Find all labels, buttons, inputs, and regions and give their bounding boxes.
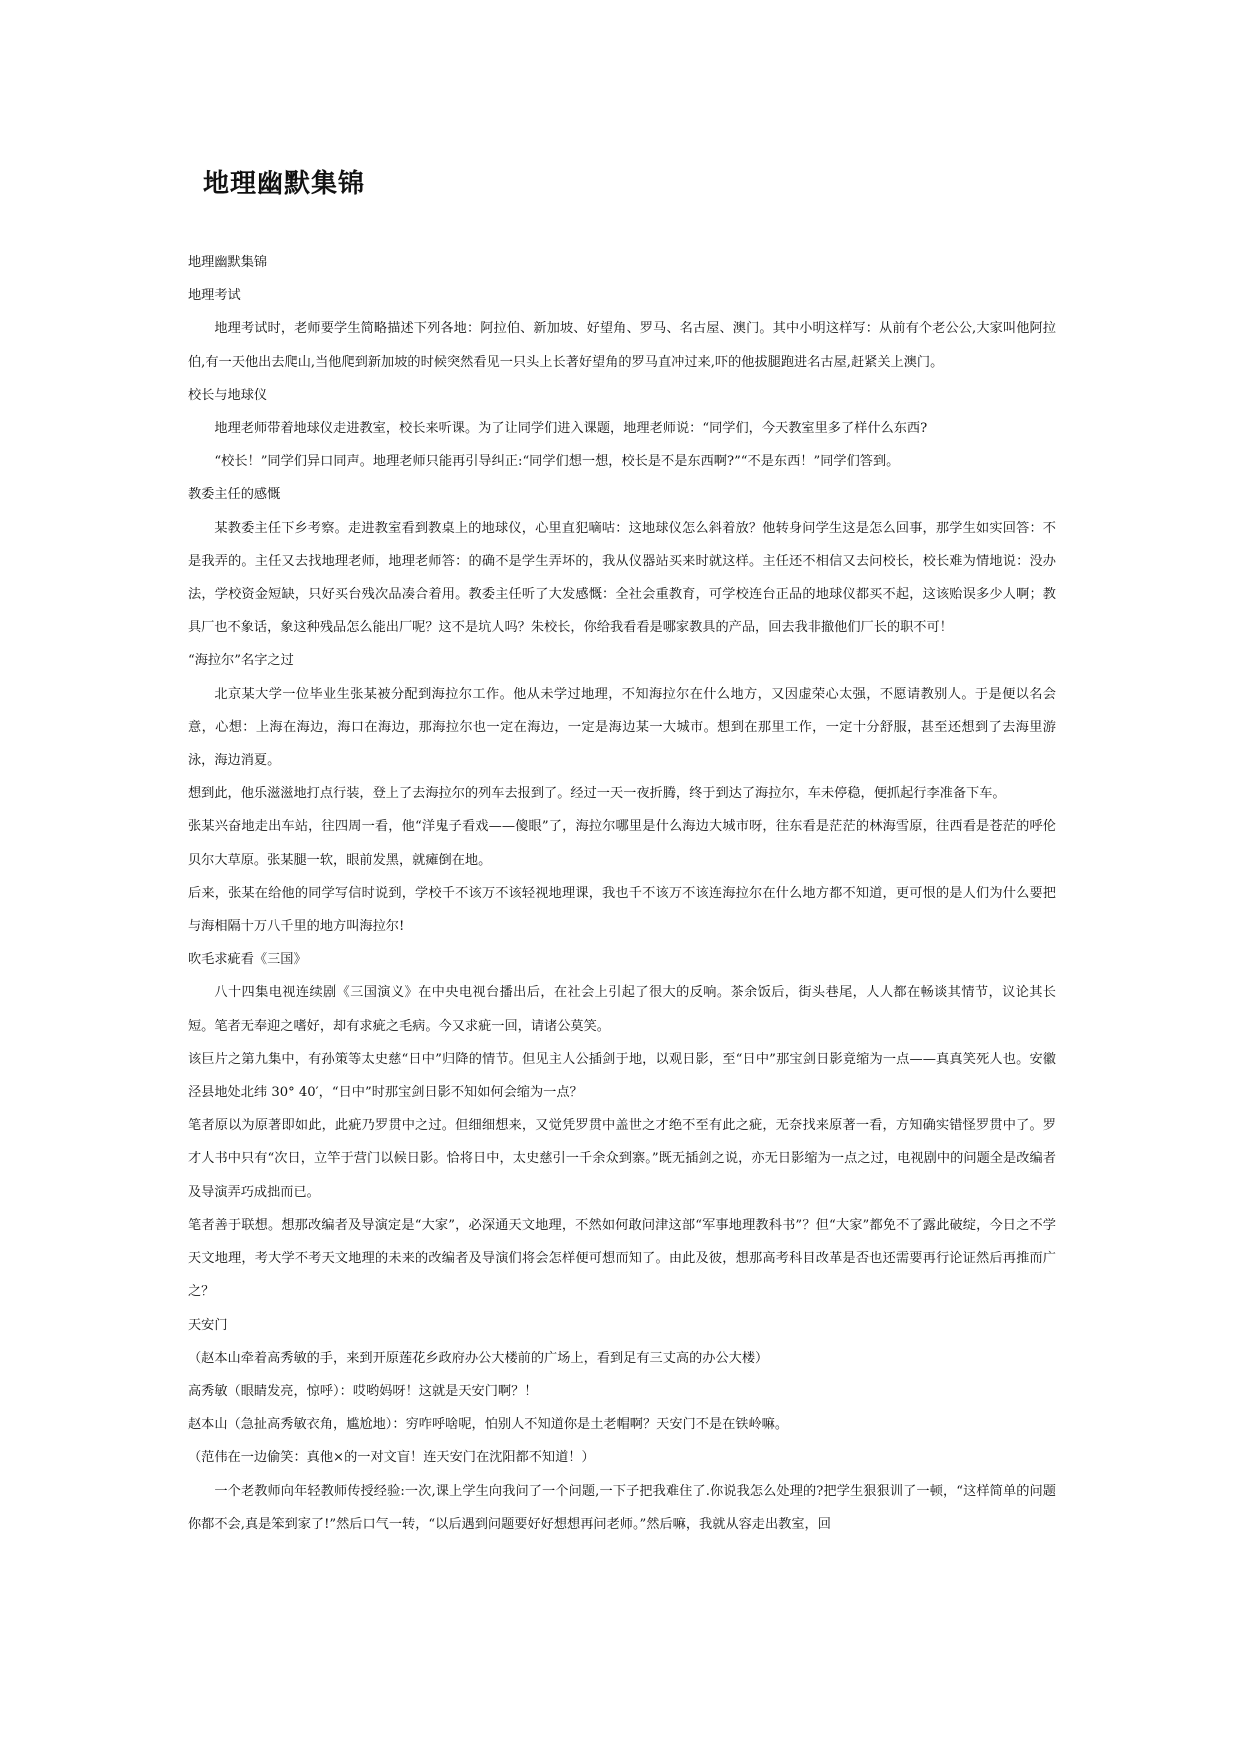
paragraph: 某教委主任下乡考察。走进教室看到教桌上的地球仪，心里直犯嘀咕：这地球仪怎么斜着放？他转身问学生这是怎么回事，那学生如实回答：不是我弄的。主任又去找地理老师，地理老师答：的确不是学生弄坏的，我从仪器站买来时就这样。主任还不相信又去问校长，校长难为情地说：没办法，学校资金短缺，只好买台残次品凑合着用。教委主任听了大发感慨：全社会重教育，可学校连台正品的地球仪都买不起，这该贻误多少人啊；教具厂也不象话，象这种残品怎么能出厂呢？这不是坑人吗？朱校长，你给我看看是哪家教具的产品，回去我非撤他们厂长的职不可！ <box>188 520 1056 636</box>
paragraph: 天安门 <box>188 1317 228 1333</box>
paragraph: 张某兴奋地走出车站，往四周一看，他“洋鬼子看戏——傻眼”了，海拉尔哪里是什么海边大城市呀，往东看是茫茫的林海雪原，往西看是苍茫的呼伦贝尔大草原。张某腿一软，眼前发黑，就瘫倒在地。 <box>188 819 1056 868</box>
paragraph: 教委主任的感慨 <box>188 487 281 503</box>
paragraph: 吹毛求疵看《三国》 <box>188 952 307 968</box>
paragraph: “海拉尔”名字之过 <box>188 653 294 669</box>
paragraph: （赵本山牵着高秀敏的手，来到开原莲花乡政府办公大楼前的广场上，看到足有三丈高的办公大楼） <box>188 1350 769 1366</box>
document-title: 地理幽默集锦 <box>203 169 366 199</box>
paragraph: 校长与地球仪 <box>188 387 268 403</box>
paragraph: 想到此，他乐滋滋地打点行装，登上了去海拉尔的列车去报到了。经过一天一夜折腾，终于到达了海拉尔，车未停稳，便抓起行李准备下车。 <box>188 786 1006 802</box>
paragraph: 地理考试 <box>188 288 241 304</box>
paragraph: 该巨片之第九集中，有孙策等太史慈“日中”归降的情节。但见主人公插剑于地，以观日影，至“日中”那宝剑日影竟缩为一点——真真笑死人也。安徽泾县地处北纬 30° 40′，“日中”时那宝剑日影不知如何会缩为一点？ <box>188 1051 1056 1101</box>
paragraph: 笔者善于联想。想那改编者及导演定是“大家”，必深通天文地理，不然如何敢问津这部“军事地理教科书”？但“大家”都免不了露此破绽，今日之不学天文地理，考大学不考天文地理的未来的改编者及导演们将会怎样便可想而知了。由此及彼，想那高考科目改革是否也还需要再行论证然后再推而广之？ <box>188 1217 1056 1300</box>
paragraph: 地理幽默集锦 <box>188 255 268 270</box>
paragraph: 八十四集电视连续剧《三国演义》在中央电视台播出后，在社会上引起了很大的反响。茶余饭后，街头巷尾，人人都在畅谈其情节，议论其长短。笔者无奉迎之嗜好，却有求疵之毛病。今又求疵一回，请诸公莫笑。 <box>188 985 1056 1034</box>
paragraph: 地理考试时，老师要学生简略描述下列各地：阿拉伯、新加坡、好望角、罗马、名古屋、澳门。其中小明这样写：从前有个老公公,大家叫他阿拉伯,有一天他出去爬山,当他爬到新加坡的时候突然看见一只头上长著好望角的罗马直冲过来,吓的他拔腿跑进名古屋,赶紧关上澳门。 <box>188 321 1056 370</box>
paragraph: 后来，张某在给他的同学写信时说到，学校千不该万不该轻视地理课，我也千不该万不该连海拉尔在什么地方都不知道，更可恨的是人们为什么要把与海相隔十万八千里的地方叫海拉尔! <box>188 885 1056 935</box>
paragraph: 笔者原以为原著即如此，此疵乃罗贯中之过。但细细想来，又觉凭罗贯中盖世之才绝不至有此之疵，无奈找来原著一看，方知确实错怪罗贯中了。罗才人书中只有“次日，立竿于营门以候日影。恰将日中，太史慈引一千余众到寨。”既无插剑之说，亦无日影缩为一点之过，电视剧中的问题全是改编者及导演弄巧成拙而已。 <box>188 1118 1056 1200</box>
paragraph: 地理老师带着地球仪走进教室，校长来听课。为了让同学们进入课题，地理老师说：“同学们，今天教室里多了样什么东西? <box>214 421 928 437</box>
paragraph: 一个老教师向年轻教师传授经验:一次,课上学生向我问了一个问题,一下子把我难住了.你说我怎么处理的?把学生狠狠训了一顿，“这样简单的问题你都不会,真是笨到家了!”然后口气一转，“以后遇到问题要好好想想再问老师。”然后嘛，我就从容走出教室，回 <box>188 1483 1056 1532</box>
document-body <box>188 246 1056 1541</box>
paragraph: （范伟在一边偷笑：真他×的一对文盲！连天安门在沈阳都不知道！） <box>188 1450 595 1466</box>
paragraph: 高秀敏（眼睛发亮，惊呼）：哎哟妈呀！这就是天安门啊？！ <box>188 1383 538 1399</box>
paragraph: 北京某大学一位毕业生张某被分配到海拉尔工作。他从未学过地理，不知海拉尔在什么地方，又因虚荣心太强，不愿请教别人。于是便以名会意，心想：上海在海边，海口在海边，那海拉尔也一定在海边，一定是海边某一大城市。想到在那里工作，一定十分舒服，甚至还想到了去海里游泳，海边消夏。 <box>188 686 1056 769</box>
paragraph: “校长！”同学们异口同声。地理老师只能再引导纠正:“同学们想一想，校长是不是东西啊?”“不是东西！”同学们答到。 <box>214 454 900 470</box>
paragraph: 赵本山（急扯高秀敏衣角，尴尬地）：穷咋呼啥呢，怕别人不知道你是土老帽啊？天安门不是在铁岭嘛。 <box>188 1417 789 1433</box>
